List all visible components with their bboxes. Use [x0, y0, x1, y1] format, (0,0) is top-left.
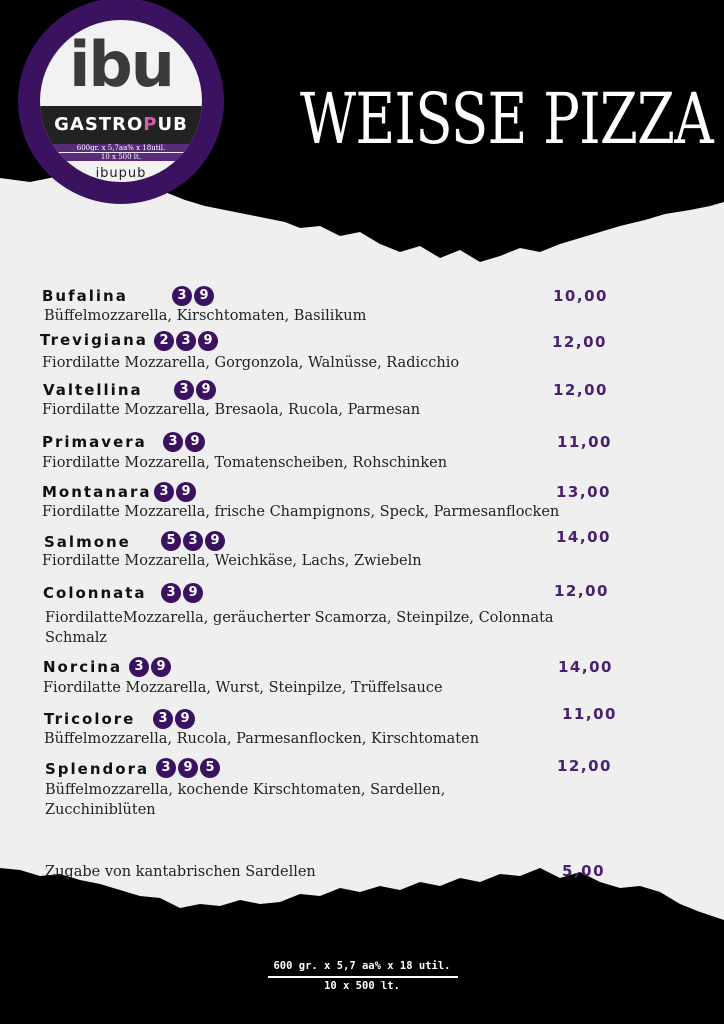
- allergen-badges: [156, 758, 220, 778]
- allergen-badges: [153, 709, 195, 729]
- allergen-badge: 9: [185, 432, 205, 452]
- pizza-price: 12,00: [557, 757, 612, 775]
- pizza-description: Fiordilatte Mozzarella, frische Champignons, Speck, Parmesanflocken: [42, 504, 560, 520]
- pizza-name: Trevigiana: [40, 331, 148, 349]
- allergen-badge: 3: [129, 657, 149, 677]
- pizza-price: 12,00: [552, 333, 607, 351]
- allergen-badge: 5: [161, 531, 181, 551]
- pizza-price: 13,00: [556, 483, 611, 501]
- allergen-badge: 3: [176, 331, 196, 351]
- pizza-name: Norcina: [43, 658, 123, 676]
- allergen-badges: [129, 657, 171, 677]
- allergen-badge: 9: [176, 482, 196, 502]
- allergen-badge: 9: [175, 709, 195, 729]
- extra-label: Zugabe von kantabrischen Sardellen: [45, 864, 316, 880]
- pizza-description-cont: Zucchiniblüten: [45, 802, 156, 818]
- logo-wordmark: ibu: [69, 28, 173, 101]
- logo-handle: ibupub: [95, 166, 147, 181]
- pizza-price: 11,00: [562, 705, 617, 723]
- pizza-name: Valtellina: [43, 381, 143, 399]
- allergen-badges: [174, 380, 216, 400]
- pizza-description: Büffelmozzarella, Kirschtomaten, Basilikum: [44, 308, 367, 324]
- allergen-badges: [163, 432, 205, 452]
- footer-line-2: 10 x 500 lt.: [324, 980, 400, 992]
- pizza-description: FiordilatteMozzarella, geräucherter Scamorza, Steinpilze, Colonnata: [45, 610, 554, 626]
- allergen-badge: 2: [154, 331, 174, 351]
- allergen-badge: 3: [154, 482, 174, 502]
- allergen-badge: 3: [174, 380, 194, 400]
- pizza-name: Montanara: [42, 483, 152, 501]
- pizza-price: 12,00: [553, 381, 608, 399]
- pizza-description: Büffelmozzarella, Rucola, Parmesanflocken, Kirschtomaten: [44, 731, 480, 747]
- pizza-name: Salmone: [44, 533, 131, 551]
- allergen-badge: 9: [198, 331, 218, 351]
- pizza-description: Fiordilatte Mozzarella, Wurst, Steinpilze, Trüffelsauce: [43, 680, 443, 696]
- pizza-description: Fiordilatte Mozzarella, Bresaola, Rucola, Parmesan: [42, 402, 421, 418]
- allergen-badge: 3: [163, 432, 183, 452]
- pizza-name: Tricolore: [44, 710, 136, 728]
- pizza-name: Colonnata: [43, 584, 147, 602]
- pizza-name: Bufalina: [42, 287, 128, 305]
- allergen-badges: [161, 531, 225, 551]
- allergen-badge: 3: [172, 286, 192, 306]
- allergen-badges: [161, 583, 203, 603]
- pizza-description-cont: Schmalz: [45, 630, 108, 646]
- pizza-name: Splendora: [45, 760, 150, 778]
- pizza-price: 12,00: [554, 582, 609, 600]
- allergen-badge: 5: [200, 758, 220, 778]
- pizza-price: 10,00: [553, 287, 608, 305]
- allergen-badge: 9: [183, 583, 203, 603]
- gastropub-logo: [18, 0, 224, 204]
- pizza-description: Fiordilatte Mozzarella, Weichkäse, Lachs, Zwiebeln: [42, 553, 422, 569]
- pizza-name: Primavera: [42, 433, 147, 451]
- allergen-badges: [172, 286, 214, 306]
- allergen-badges: [154, 331, 218, 351]
- footer-line-1: 600 gr. x 5,7 aa% x 18 util.: [273, 960, 451, 972]
- pizza-description: Büffelmozzarella, kochende Kirschtomaten, Sardellen,: [45, 782, 446, 798]
- allergen-badge: 3: [153, 709, 173, 729]
- allergen-badge: 9: [205, 531, 225, 551]
- allergen-badge: 9: [151, 657, 171, 677]
- allergen-badge: 3: [156, 758, 176, 778]
- allergen-badge: 9: [194, 286, 214, 306]
- pizza-price: 11,00: [557, 433, 612, 451]
- logo-inner-circle: [40, 20, 202, 182]
- pizza-price: 14,00: [556, 528, 611, 546]
- allergen-badge: 3: [161, 583, 181, 603]
- allergen-badge: 9: [178, 758, 198, 778]
- extra-price: 5,00: [562, 862, 606, 880]
- logo-subline-2: 10 x 500 lt.: [40, 153, 202, 161]
- allergen-badge: 3: [183, 531, 203, 551]
- logo-subline-1: 600gr. x 5,7aa% x 18util.: [40, 144, 202, 152]
- allergen-badge: 9: [196, 380, 216, 400]
- page-title: WEISSE PIZZA: [300, 78, 713, 160]
- logo-brand: GASTROPUB: [54, 114, 188, 135]
- pizza-description: Fiordilatte Mozzarella, Gorgonzola, Walnüsse, Radicchio: [42, 355, 460, 371]
- pizza-description: Fiordilatte Mozzarella, Tomatenscheiben, Rohschinken: [42, 455, 448, 471]
- allergen-badges: [154, 482, 196, 502]
- footer-divider: [268, 976, 458, 978]
- pizza-price: 14,00: [558, 658, 613, 676]
